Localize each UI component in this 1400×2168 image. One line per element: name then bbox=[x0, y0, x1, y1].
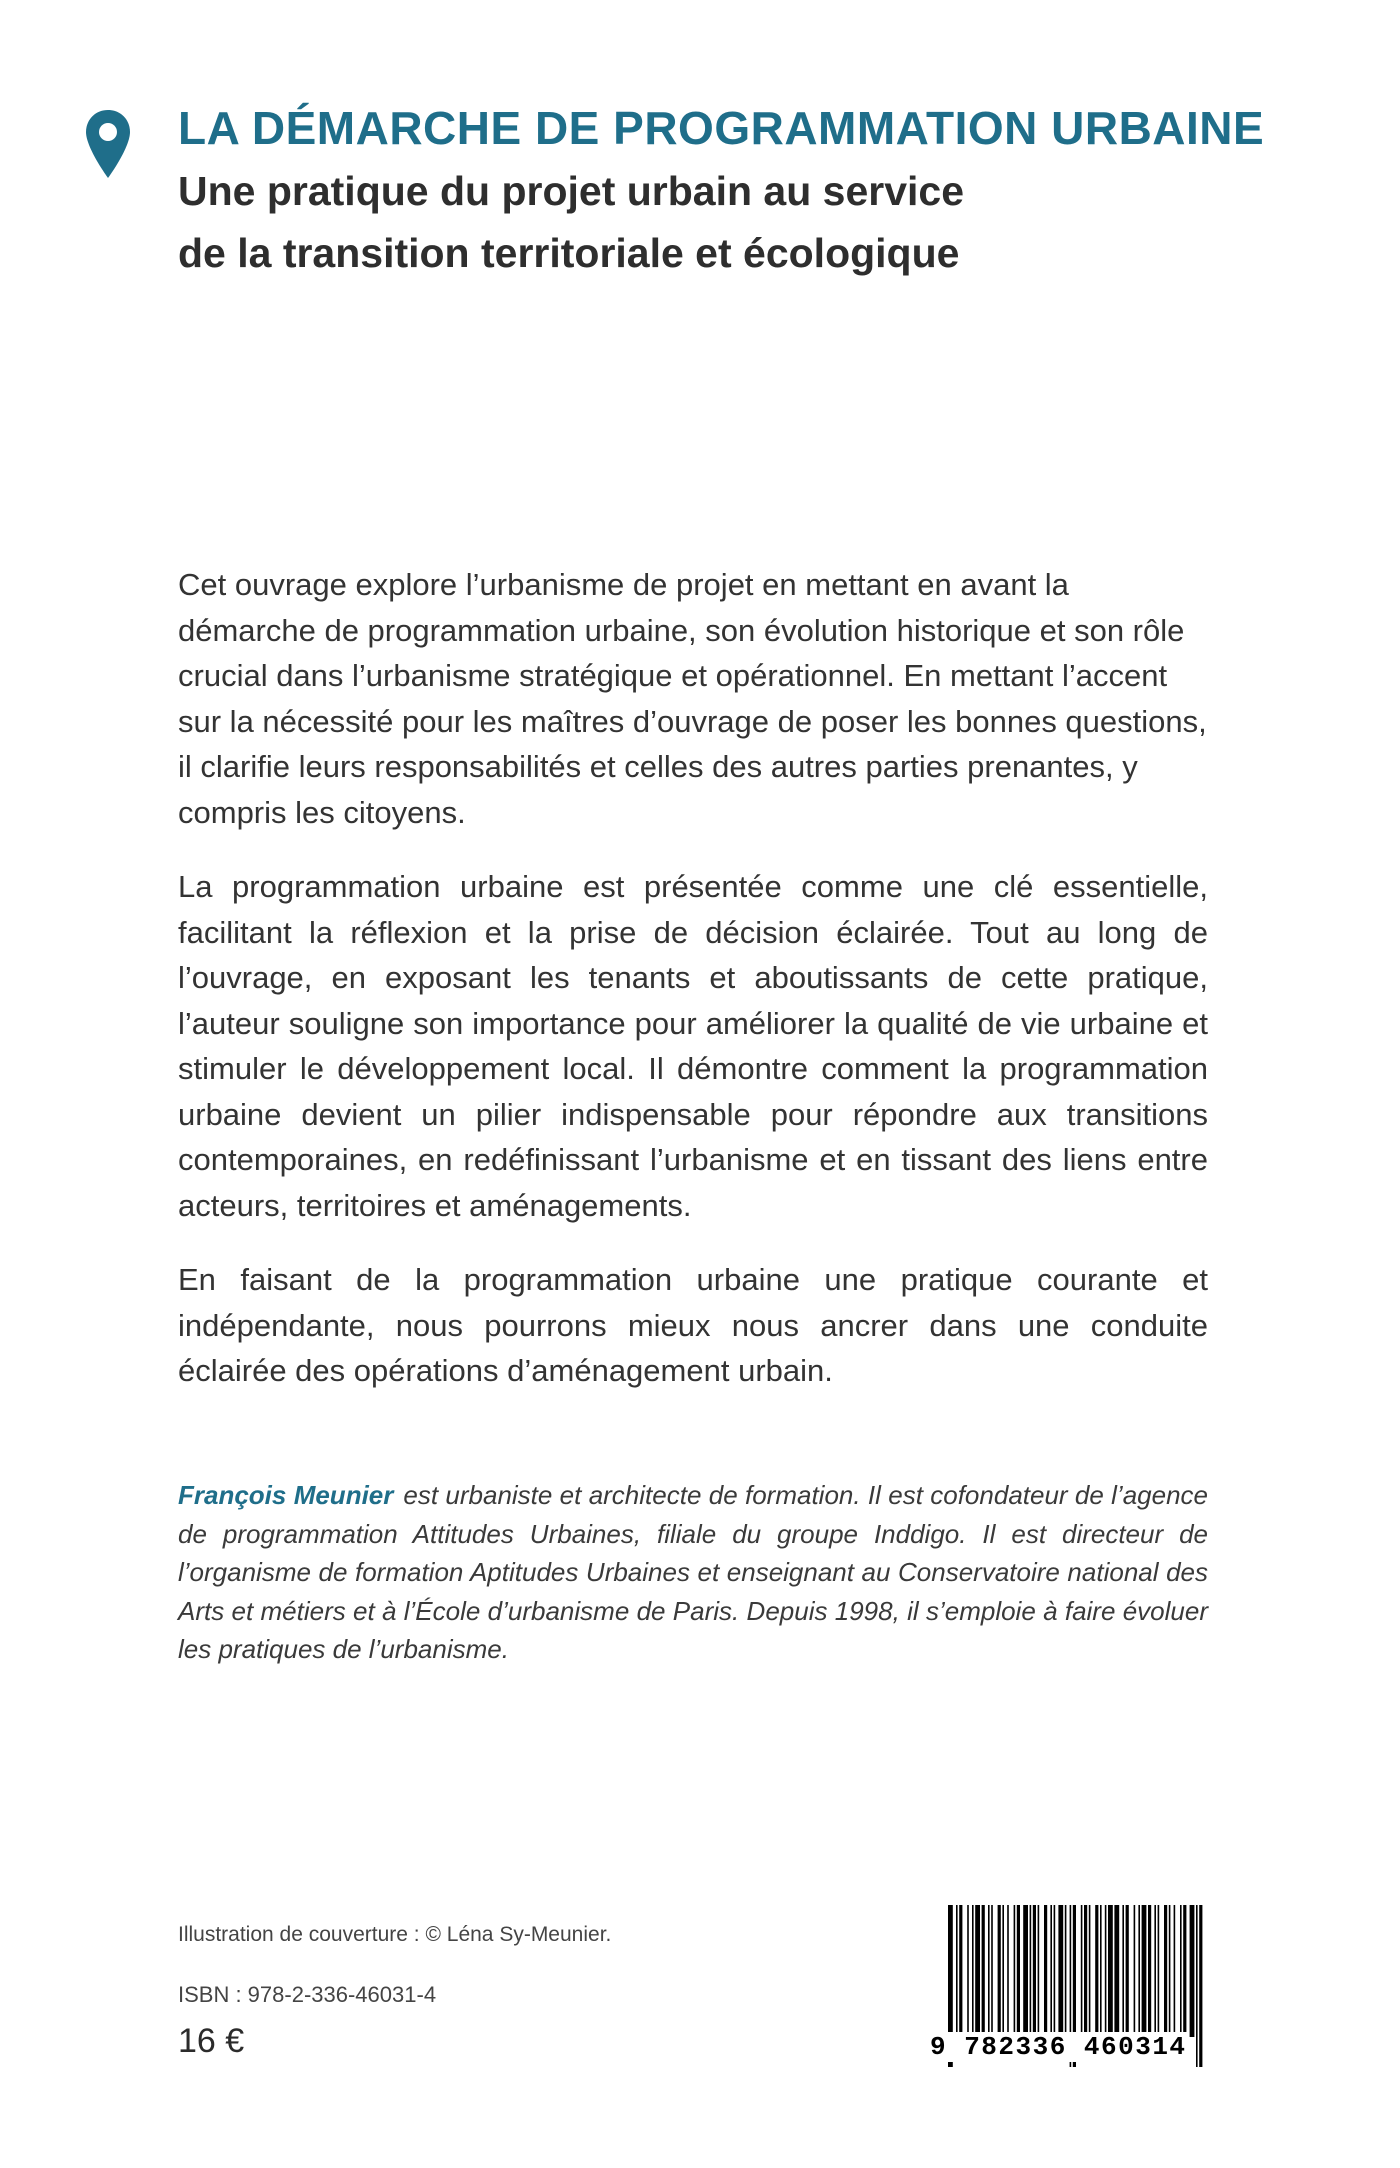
barcode-bar bbox=[1038, 1905, 1040, 2037]
barcode-bar bbox=[1180, 1905, 1182, 2037]
barcode-bar bbox=[1089, 1905, 1091, 2037]
barcode-bar bbox=[1033, 1905, 1036, 2037]
book-subtitle bbox=[178, 160, 1278, 284]
barcode-bar bbox=[1095, 1905, 1098, 2037]
barcode-bar bbox=[1084, 1905, 1087, 2037]
price: 16 € bbox=[178, 2022, 245, 2060]
barcode-bar bbox=[1138, 1905, 1140, 2037]
barcode-bar bbox=[1030, 1905, 1032, 2037]
barcode-bar bbox=[1174, 1905, 1176, 2037]
barcode-bar bbox=[967, 1905, 969, 2037]
blurb-paragraph-1: Cet ouvrage explore l’urbanisme de projet en mettant en avant la démarche de programmation urbaine, son évolution historique et son rôle crucial dans l’urbanisme stratégique et opérationnel. En mettant l’accent sur la nécessité pour les maîtres d’ouvrage de poser les bonnes questions, il clarifie leurs responsabilités et celles des autres parties prenantes, y compris les citoyens. bbox=[178, 567, 1207, 830]
isbn: ISBN : 978-2-336-46031-4 bbox=[178, 1982, 437, 2007]
author-bio-text: est urbaniste et architecte de formation. Il est cofondateur de l’agence de programmation Attitudes Urbaines, filiale du groupe Inddigo. Il est directeur de l’organisme de formation Aptitudes Urbaines et enseignant au Conservatoire national des Arts et métiers et à l’École d’urbanisme de Paris. Depuis 1998, il s’emploie à faire évoluer les pratiques de l’urbanisme. bbox=[178, 1480, 1209, 1664]
barcode-digits: 9 782336 460314 bbox=[930, 2032, 1187, 2062]
barcode-bar bbox=[1126, 1905, 1129, 2037]
barcode-bar bbox=[1183, 1905, 1186, 2037]
barcode-bar bbox=[1169, 1905, 1171, 2037]
blurb-paragraph-3: En faisant de la programmation urbaine une pratique courante et indépendante, nous pourrons mieux nous ancrer dans une conduite éclairée des opérations d’aménagement urbain. bbox=[178, 1262, 1208, 1388]
author-bio bbox=[178, 1476, 1208, 1669]
barcode-bar bbox=[991, 1905, 993, 2037]
subtitle-line-1: Une pratique du projet urbain au service bbox=[178, 168, 965, 214]
barcode-bar bbox=[1100, 1905, 1102, 2037]
barcode-bar bbox=[1142, 1905, 1147, 2037]
blurb-paragraph-2: La programmation urbaine est présentée comme une clé essentielle, facilitant la réflexion et la prise de décision éclairée. Tout au long de l’ouvrage, en exposant les tenants et aboutissants de cette pratique, l’auteur souligne son importance pour améliorer la qualité de vie urbaine et stimuler le développement local. Il démontre comment la programmation urbaine devient un pilier indispensable pour répondre aux transitions contemporaines, en redéfinissant l’urbanisme et en tissant des liens entre acteurs, territoires et aménagements. bbox=[178, 869, 1208, 1223]
barcode-bar bbox=[1044, 1905, 1047, 2037]
barcode-bar bbox=[1054, 1905, 1056, 2037]
barcode-bar bbox=[959, 1905, 962, 2037]
barcode-bar bbox=[1122, 1905, 1124, 2037]
barcode-bar bbox=[1014, 1905, 1016, 2037]
book-title: LA DÉMARCHE DE PROGRAMMATION URBAINE bbox=[178, 102, 1265, 154]
barcode-bar bbox=[1002, 1905, 1004, 2037]
barcode-bar bbox=[1158, 1905, 1160, 2037]
barcode-bar bbox=[1081, 1905, 1083, 2037]
barcode-bar bbox=[1154, 1905, 1156, 2037]
barcode-bar bbox=[1058, 1905, 1063, 2037]
barcode-bar bbox=[1108, 1905, 1113, 2037]
barcode-bar bbox=[1190, 1905, 1195, 2037]
barcode-bar bbox=[1114, 1905, 1119, 2037]
author-name: François Meunier bbox=[178, 1480, 394, 1510]
barcode-bar bbox=[998, 1905, 1001, 2037]
barcode-bar bbox=[988, 1905, 990, 2037]
barcode-bar bbox=[1007, 1905, 1009, 2037]
barcode-bar bbox=[975, 1905, 980, 2037]
barcode-bar bbox=[972, 1905, 974, 2037]
blurb bbox=[178, 562, 1208, 1423]
barcode-bar bbox=[982, 1905, 985, 2037]
location-pin-icon bbox=[84, 108, 132, 180]
barcode-bar bbox=[1105, 1905, 1107, 2037]
barcode-bar bbox=[1134, 1905, 1136, 2037]
barcode-bar bbox=[1017, 1905, 1020, 2037]
barcode-bar bbox=[1164, 1905, 1167, 2037]
barcode-bar bbox=[1148, 1905, 1151, 2037]
barcode-bar bbox=[1050, 1905, 1052, 2037]
subtitle-line-2: de la transition territoriale et écologique bbox=[178, 230, 960, 276]
barcode-bar bbox=[1023, 1905, 1028, 2037]
barcode-bar bbox=[1065, 1905, 1067, 2037]
barcode-bar bbox=[956, 1905, 958, 2037]
cover-credit: Illustration de couverture : © Léna Sy-Meunier. bbox=[178, 1923, 612, 1946]
